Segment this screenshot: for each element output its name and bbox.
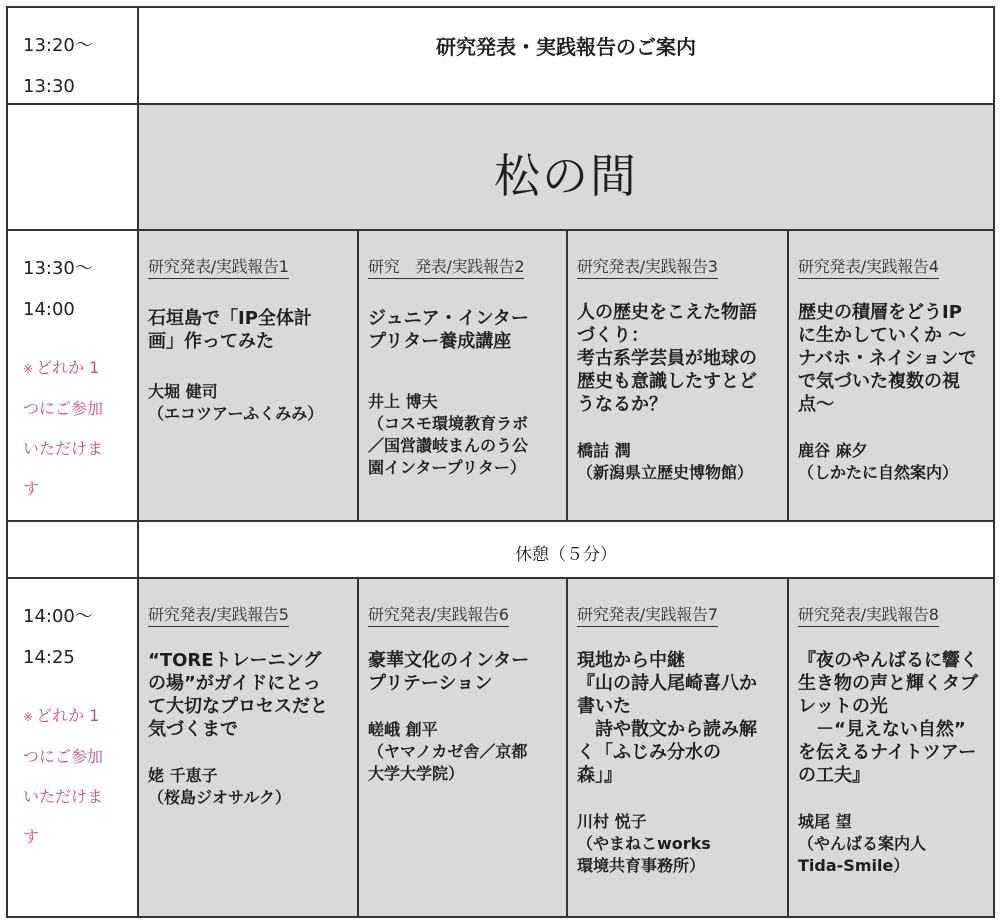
grid-line <box>787 578 789 918</box>
grid-line <box>6 6 8 918</box>
note-line: す <box>23 827 40 846</box>
grid-line <box>6 229 995 231</box>
presentation-label: 研究 発表/実践報告2 <box>368 254 524 279</box>
presentation-title: 豪華文化のインター プリテーション <box>368 650 530 694</box>
participation-note <box>23 696 138 857</box>
note-mark: ※ <box>23 710 34 724</box>
presentation-title: “TOREトレーニング の場”がガイドにとっ て大切なプロセスだと 気づくまで <box>148 650 328 740</box>
intro-heading: 研究発表・実践報告のご案内 <box>138 7 994 104</box>
note-line: どれか 1 <box>36 358 100 377</box>
presenter: 鹿谷 麻夕 （しかたに自然案内） <box>798 441 959 482</box>
grid-line <box>566 230 568 521</box>
presentation-title: 現地から中継 『山の詩人尾崎喜八か 書いた 詩や散文から読み解 く「ふじみ分水の 森」』 <box>577 650 757 786</box>
grid-line <box>6 916 995 918</box>
grid-line <box>357 578 359 918</box>
presentation-label: 研究発表/実践報告1 <box>148 254 289 279</box>
grid-line <box>787 230 789 521</box>
presentation-label: 研究発表/実践報告4 <box>798 254 939 279</box>
presentation-label: 研究発表/実践報告8 <box>798 602 939 627</box>
presentation-title: 『夜のやんばるに響く 生き物の声と輝くタブ レットの光 －“見えない自然” を伝えるナイトツアー の工夫』 <box>798 650 978 786</box>
presenter: 大堀 健司 （エコツアーふくみみ） <box>148 382 324 423</box>
presentation-label: 研究発表/実践報告7 <box>577 602 718 627</box>
presentation-title: 歴史の積層をどうIP に生かしていくか ～ ナバホ・ネイションで で気づいた複数の視 点～ <box>798 302 977 415</box>
presenter: 井上 博夫 （コスモ環境教育ラボ ／国営讃岐まんのう公 園インタープリター） <box>368 392 529 477</box>
time-end: 13:30 <box>23 76 75 97</box>
time-cell-intro <box>7 7 138 104</box>
presentation-label: 研究発表/実践報告5 <box>148 602 289 627</box>
presenter: 川村 悦子 （やまねこworks 環境共育事務所） <box>577 812 711 875</box>
presentation-3 <box>567 230 788 521</box>
note-mark: ※ <box>23 362 34 376</box>
break-text: 休憩（５分） <box>138 521 994 578</box>
time-end: 14:00 <box>23 299 75 320</box>
note-line: いただけま <box>23 787 104 806</box>
time-end: 14:25 <box>23 647 75 668</box>
presentation-title: 石垣島で「IP全体計 画」作ってみた <box>148 308 312 352</box>
grid-line <box>137 6 139 918</box>
presentation-2 <box>358 230 567 521</box>
note-line: す <box>23 479 40 498</box>
note-line: いただけま <box>23 439 104 458</box>
presenter: 橋詰 潤 （新潟県立歴史博物館） <box>577 441 754 482</box>
time-start: 13:20～ <box>23 35 93 56</box>
presentation-label: 研究発表/実践報告3 <box>577 254 718 279</box>
time-start: 14:00～ <box>23 606 93 627</box>
presentation-4 <box>788 230 994 521</box>
participation-note <box>23 348 138 509</box>
presenter: 姥 千恵子 （桜島ジオサルク） <box>148 766 291 807</box>
presentation-title: ジュニア・インター プリター養成講座 <box>368 308 529 352</box>
room-name: 松の間 <box>138 104 994 230</box>
presentation-title: 人の歴史をこえた物語 づくり： 考古系学芸員が地球の 歴史も意識したすとど うなるか？ <box>577 302 757 415</box>
note-line: つにご参加 <box>23 399 104 418</box>
grid-line <box>6 103 995 105</box>
presentation-1 <box>138 230 358 521</box>
break-time-cell <box>7 521 138 578</box>
grid-line <box>993 6 995 918</box>
presentation-6 <box>358 578 567 917</box>
grid-line <box>6 6 995 8</box>
presenter: 城尾 望 （やんばる案内人 Tida-Smile） <box>798 812 927 875</box>
presentation-5 <box>138 578 358 917</box>
grid-line <box>357 230 359 521</box>
presentation-8 <box>788 578 994 917</box>
presenter: 嵯峨 創平 （ヤマノカゼ舎／京都 大学大学院） <box>368 720 528 783</box>
grid-line <box>6 520 995 522</box>
time-cell-block1 <box>7 230 138 521</box>
time-cell-block2 <box>7 578 138 917</box>
grid-line <box>566 578 568 918</box>
note-line: どれか 1 <box>36 706 100 725</box>
presentation-7 <box>567 578 788 917</box>
grid-line <box>6 577 995 579</box>
presentation-label: 研究発表/実践報告6 <box>368 602 509 627</box>
note-line: つにご参加 <box>23 747 104 766</box>
time-start: 13:30～ <box>23 258 93 279</box>
room-time-cell <box>7 104 138 230</box>
